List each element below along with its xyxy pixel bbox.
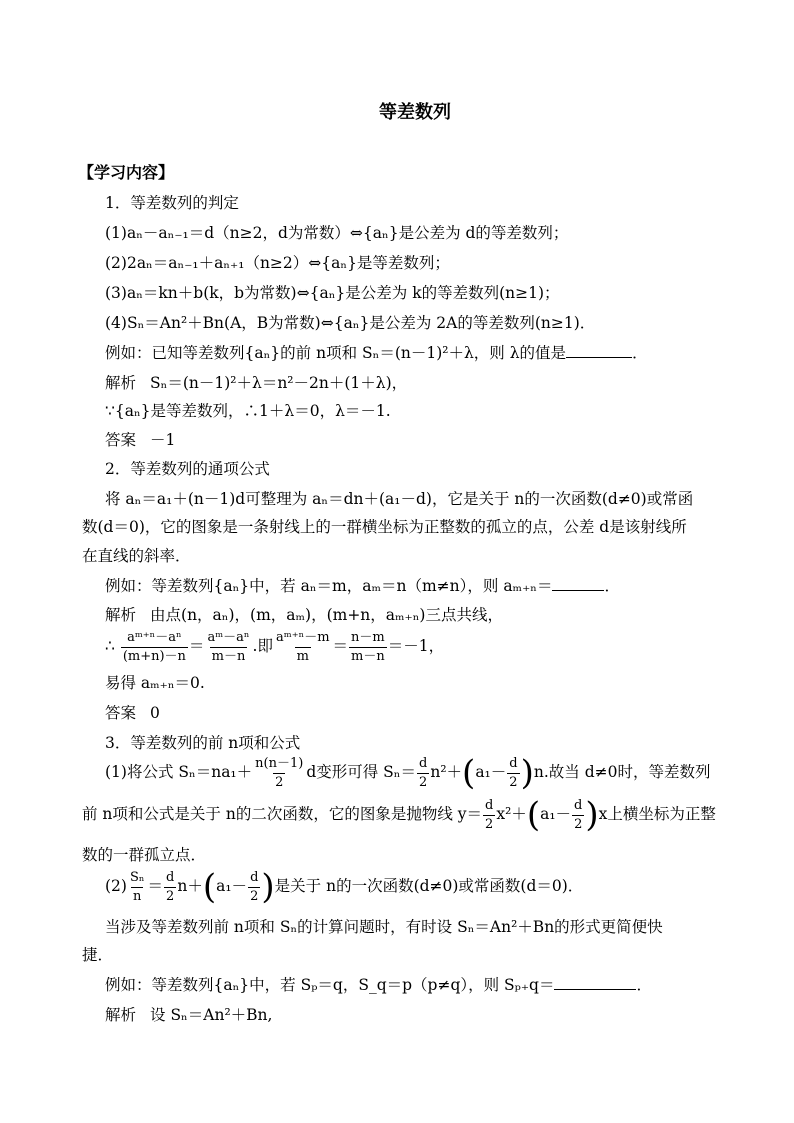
s2-heading: 2．等差数列的通项公式 bbox=[105, 460, 270, 478]
s2-example-text: 例如：等差数列{aₙ}中，若 aₙ＝m，aₘ＝n（m≠n），则 aₘ₊ₙ＝ bbox=[105, 577, 553, 595]
s1-item-1: (1)aₙ－aₙ₋₁＝d（n≥2，d为常数）⇔{aₙ}是公差为 d的等差数列； bbox=[105, 224, 569, 242]
s1-example-text: 例如：已知等差数列{aₙ}的前 n项和 Sₙ＝(n－1)²＋λ，则 λ的值是 bbox=[105, 344, 567, 362]
fraction: $\frac{\text{aᵐ⁺ⁿ－aⁿ}}{(m+n)-n}$ bbox=[122, 629, 186, 664]
s3-formula-line-2: 前 n项和公式是关于 n的二次函数，它的图象是抛物线 y＝ $\frac{d}{2}$ x²＋(a₁－ $\frac{d}{2}$ )x上横坐标为正整 bbox=[82, 795, 716, 835]
fraction: $\frac{\text{Sₙ}}{n}$ bbox=[129, 869, 145, 904]
fraction: $\frac{d}{2}$ bbox=[509, 755, 518, 790]
s2-answer bbox=[105, 702, 160, 724]
s3-paragraph-line-2: 捷． bbox=[82, 946, 114, 964]
fraction: $\frac{n(n-1)}{2}$ bbox=[255, 755, 304, 790]
s3-solution-text: 设 Sₙ＝An²＋Bn, bbox=[150, 1006, 273, 1024]
s2-fraction-equation: ∴ $\frac{\text{aᵐ⁺ⁿ－aⁿ}}{(m+n)-n}$ ＝ $\frac{\text{aᵐ－aⁿ}}{m-n}$ .即 $\frac{\text{aᵐ⁺ⁿ－m}}{m}$ ＝ $\frac{n-m}{m-n}$ ＝－1， bbox=[105, 629, 445, 664]
solution-label: 解析 bbox=[105, 606, 137, 624]
answer-blank bbox=[566, 343, 632, 358]
therefore-symbol: ∴ bbox=[105, 637, 115, 655]
answer-label: 答案 bbox=[105, 704, 137, 722]
s1-item-4: (4)Sₙ＝An²＋Bn(A，B为常数)⇔{aₙ}是公差为 2A的等差数列(n≥1)． bbox=[105, 314, 596, 332]
solution-label: 解析 bbox=[105, 374, 137, 392]
s1-because: ∵{aₙ}是等差数列，∴1＋λ＝0，λ＝－1. bbox=[105, 402, 391, 420]
fraction: $\frac{\text{aᵐ⁺ⁿ－m}}{m}$ bbox=[275, 629, 330, 664]
s2-paragraph-line-2: 数(d＝0)，它的图象是一条射线上的一群横坐标为正整数的孤立的点，公差 d是该射线所 bbox=[82, 518, 687, 536]
s2-solution-text: 由点(n，aₙ)，(m，aₘ)，(m+n，aₘ₊ₙ)三点共线， bbox=[150, 606, 503, 624]
answer-blank bbox=[552, 576, 604, 591]
fraction: $\frac{d}{2}$ bbox=[250, 869, 259, 904]
fraction: $\frac{d}{2}$ bbox=[485, 797, 494, 832]
s1-answer-value: －1 bbox=[150, 431, 176, 449]
s1-solution-text: Sₙ＝(n－1)²＋λ＝n²－2n＋(1＋λ)， bbox=[150, 374, 408, 392]
s3-formula-line-3: 数的一群孤立点． bbox=[82, 846, 207, 864]
fraction: $\frac{n-m}{m-n}$ bbox=[351, 629, 385, 664]
answer-blank bbox=[554, 975, 636, 990]
s3-example-text: 例如：等差数列{aₙ}中，若 Sₚ＝q，S_q＝p（p≠q），则 Sₚ₊q＝ bbox=[105, 976, 555, 994]
fraction: $\frac{\text{aᵐ－aⁿ}}{m-n}$ bbox=[207, 629, 250, 664]
s2-paragraph-line-3: 在直线的斜率． bbox=[82, 547, 191, 565]
fraction: $\frac{d}{2}$ bbox=[166, 869, 175, 904]
answer-label: 答案 bbox=[105, 431, 137, 449]
s3-solution bbox=[105, 1004, 272, 1026]
s2-example bbox=[105, 575, 620, 597]
s1-heading: 1．等差数列的判定 bbox=[105, 194, 239, 212]
s1-example-end: ． bbox=[632, 344, 648, 362]
s1-solution bbox=[105, 372, 407, 394]
s1-item-2: (2)2aₙ＝aₙ₋₁＋aₙ₊₁（n≥2）⇔{aₙ}是等差数列； bbox=[105, 254, 450, 272]
page-title: 等差数列 bbox=[379, 102, 451, 123]
s1-example bbox=[105, 342, 648, 364]
s3-formula-line-4: (2) $\frac{\text{Sₙ}}{n}$ ＝ $\frac{d}{2}$ n＋(a₁－ $\frac{d}{2}$ )是关于 n的一次函数(d≠0)或常函数(d＝0)． bbox=[105, 867, 584, 907]
s3-formula-line-1: (1)将公式 Sₙ＝na₁＋ $\frac{n(n-1)}{2}$ d变形可得 Sₙ＝ $\frac{d}{2}$ n²＋(a₁－ $\frac{d}{2}$ )n.故当 d≠0时，等差数列 bbox=[105, 753, 711, 793]
s3-heading: 3．等差数列的前 n项和公式 bbox=[105, 734, 301, 752]
s2-example-end: ． bbox=[604, 577, 620, 595]
s2-answer-value: 0 bbox=[150, 704, 160, 722]
s2-solution bbox=[105, 604, 503, 626]
s1-item-3: (3)aₙ＝kn＋b(k，b为常数)⇔{aₙ}是公差为 k的等差数列(n≥1)； bbox=[105, 284, 560, 302]
fraction: $\frac{d}{2}$ bbox=[419, 755, 428, 790]
s3-paragraph-line-1: 当涉及等差数列前 n项和 Sₙ的计算问题时，有时设 Sₙ＝An²＋Bn的形式更简便快 bbox=[105, 918, 663, 936]
fraction: $\frac{d}{2}$ bbox=[574, 797, 583, 832]
s3-example bbox=[105, 974, 652, 996]
section-heading: 【学习内容】 bbox=[78, 163, 175, 182]
s2-paragraph-line-1: 将 aₙ＝a₁＋(n－1)d可整理为 aₙ＝dn＋(a₁－d)，它是关于 n的一次函数(d≠0)或常函 bbox=[105, 490, 694, 508]
s3-example-end: ． bbox=[636, 976, 652, 994]
s1-answer bbox=[105, 429, 175, 451]
s2-easy-result: 易得 aₘ₊ₙ＝0. bbox=[105, 674, 205, 692]
solution-label: 解析 bbox=[105, 1006, 137, 1024]
